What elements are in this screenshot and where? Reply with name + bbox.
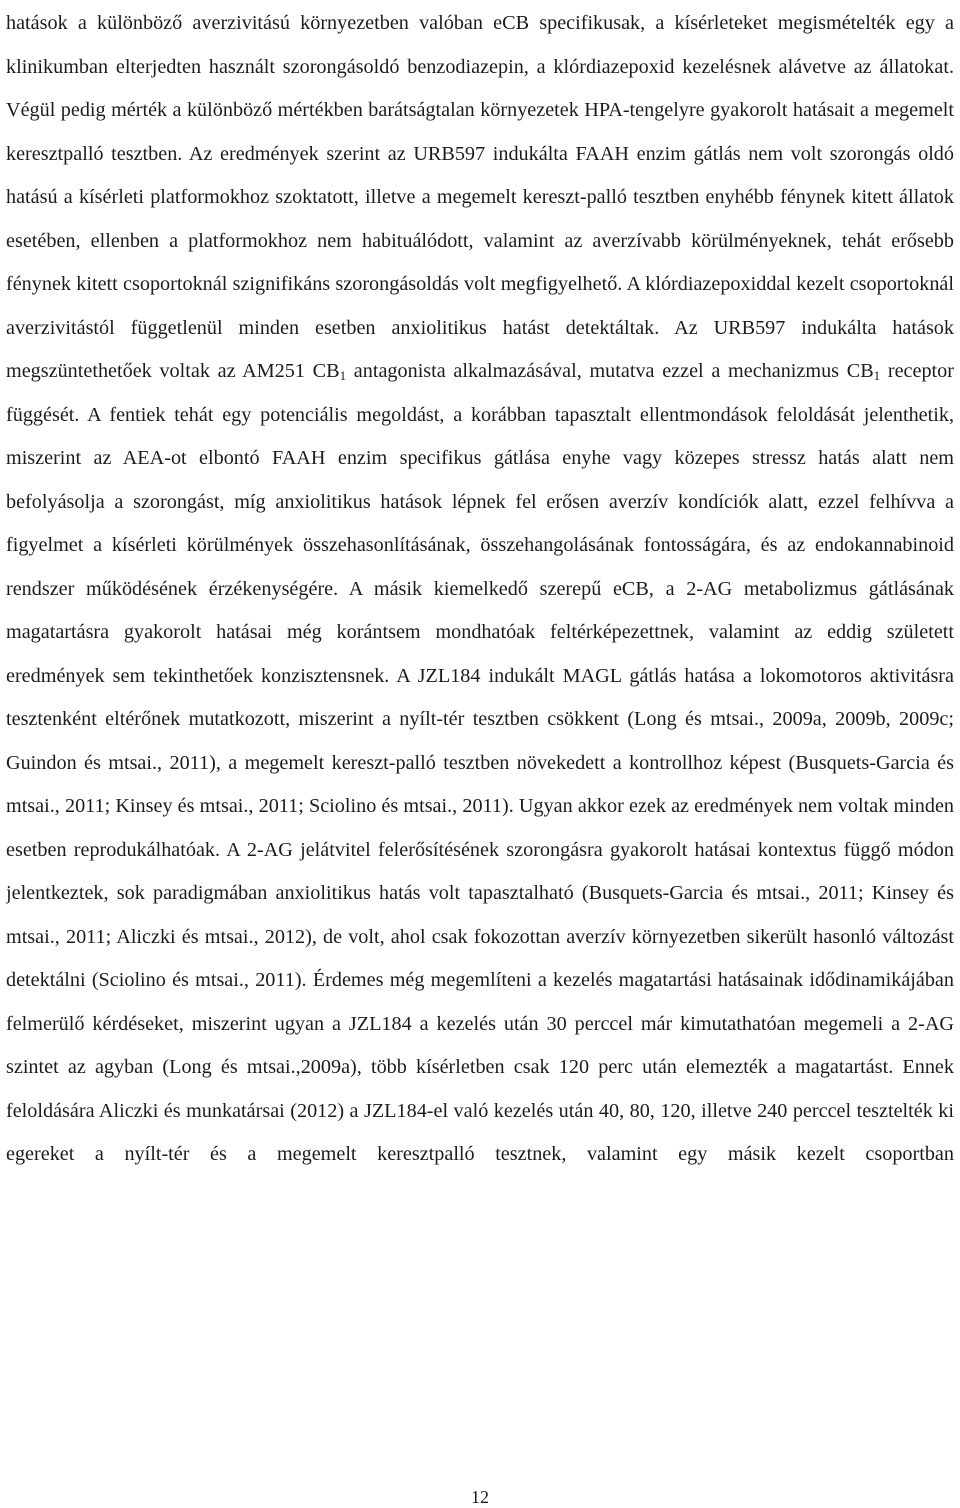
paragraph-text-part-1: hatások a különböző averzivitású környezetben valóban eCB specifikusak, a kísérleteket megismételték egy a klinikumban elterjedten használt szorongásoldó benzodiazepin, a klórdiazepoxid kezelésnek alávetve az állatokat. Végül pedig mérték a különböző mértékben barátságtalan környezetek HPA-tengelyre gyakorolt hatásait a megemelt keresztpalló tesztben. Az eredmények szerint az URB597 indukálta FAAH enzim gátlás nem volt szorongás oldó hatású a kísérleti platformokhoz szoktatott, illetve a megemelt kereszt-palló tesztben enyhébb fénynek kitett állatok esetében, ellenben a platformokhoz nem habituálódott, valamint az averzívabb körülményeknek, tehát erősebb fénynek kitett csoportoknál szignifikáns szorongásoldás volt megfigyelhető. A klórdiazepoxiddal kezelt csoportoknál averzivitástól függetlenül minden esetben anxiolitikus hatást detektáltak. Az URB597 indukálta hatások megszüntethetőek voltak az AM251 CB [6, 12, 954, 382]
paragraph-text-part-2: antagonista alkalmazásával, mutatva ezzel a mechanizmus CB [346, 360, 874, 382]
subscript-cb1-second: 1 [873, 368, 881, 383]
body-paragraph [6, 2, 954, 1482]
subscript-cb1-first: 1 [339, 368, 347, 383]
page-number: 12 [471, 1487, 489, 1507]
paragraph-text-part-3: receptor függését. A fentiek tehát egy potenciális megoldást, a korábban tapasztalt ellentmondások feloldását jelenthetik, miszerint az AEA-ot elbontó FAAH enzim specifikus gátlása enyhe vagy közepes stressz hatás alatt nem befolyásolja a szorongást, míg anxiolitikus hatások lépnek fel erősen averzív kondíciók alatt, ezzel felhívva a figyelmet a kísérleti körülmények összehasonlításának, összehangolásának fontosságára, és az endokannabinoid rendszer működésének érzékenységére. A másik kiemelkedő szerepű eCB, a 2-AG metabolizmus gátlásának magatartásra gyakorolt hatásai még korántsem mondhatóak feltérképezettnek, valamint az eddig született eredmények sem tekinthetőek konzisztensnek. A JZL184 indukált MAGL gátlás hatása a lokomotoros aktivitásra tesztenként eltérőnek mutatkozott, miszerint a nyílt-tér tesztben csökkent (Long és mtsai., 2009a, 2009b, 2009c; Guindon és mtsai., 2011), a megemelt kereszt-palló tesztben növekedett a kontrollhoz képest (Busquets-Garcia és mtsai., 2011; Kinsey és mtsai., 2011; Sciolino és mtsai., 2011). Ugyan akkor ezek az eredmények nem voltak minden esetben reprodukálhatóak. A 2-AG jelátvitel felerősítésének szorongásra gyakorolt hatásai kontextus függő módon jelentkeztek, sok paradigmában anxiolitikus hatás volt tapasztalható (Busquets-Garcia és mtsai., 2011; Kinsey és mtsai., 2011; Aliczki és mtsai., 2012), de volt, ahol csak fokozottan averzív környezetben sikerült hasonló változást detektálni (Sciolino és mtsai., 2011). Érdemes még megemlíteni a kezelés magatartási hatásainak idődinamikájában felmerülő kérdéseket, miszerint ugyan a JZL184 a kezelés után 30 perccel már kimutathatóan megemeli a 2-AG szintet az agyban (Long és mtsai.,2009a), több kísérletben csak 120 perc után elemezték a magatartást. Ennek feloldására Aliczki és munkatársai (2012) a JZL184-el való kezelés után 40, 80, 120, illetve 240 perccel tesztelték ki egereket a nyílt-tér és a megemelt keresztpalló tesztnek, valamint egy másik kezelt csoportban [6, 360, 954, 1165]
